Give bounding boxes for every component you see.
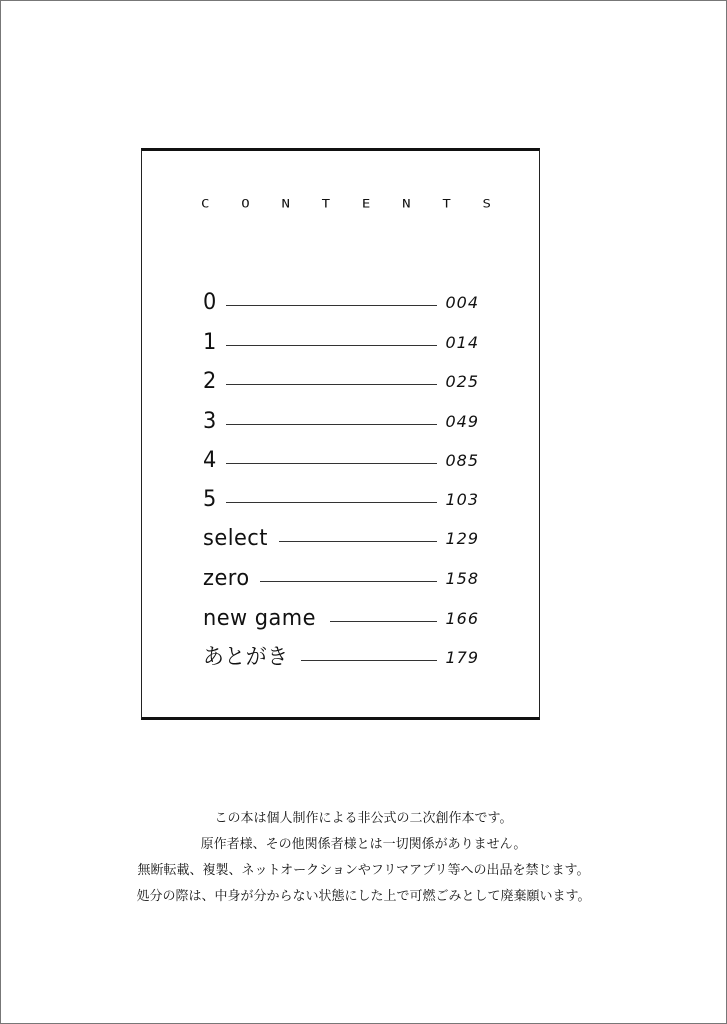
- toc-entry-chapter-3[interactable]: [203, 407, 479, 437]
- toc-entry-new-game[interactable]: [203, 604, 479, 634]
- toc-entry-page: 049: [445, 412, 479, 431]
- toc-leader-line: [226, 305, 438, 306]
- toc-entry-label: select: [203, 526, 268, 551]
- toc-entry-page: 085: [445, 451, 479, 470]
- toc-entry-page: 129: [445, 529, 479, 548]
- contents-heading-letter: N: [402, 197, 411, 211]
- toc-entry-page: 166: [445, 609, 479, 628]
- toc-leader-line: [301, 660, 437, 661]
- toc-entry-label: 4: [203, 448, 217, 473]
- toc-entry-page: 014: [445, 333, 479, 352]
- toc-entry-afterword[interactable]: [203, 643, 479, 673]
- contents-heading-letter: C: [201, 197, 210, 211]
- toc-entry-label: zero: [203, 566, 250, 591]
- toc-entry-page: 179: [445, 648, 479, 667]
- contents-heading-letter: T: [442, 197, 451, 211]
- toc-entry-chapter-4[interactable]: [203, 446, 479, 476]
- toc-entry-select[interactable]: [203, 524, 479, 554]
- contents-heading-letter: N: [281, 197, 290, 211]
- toc-entry-page: 103: [445, 490, 479, 509]
- toc-leader-line: [279, 541, 437, 542]
- contents-heading-letter: S: [482, 197, 491, 211]
- contents-heading: [201, 197, 491, 211]
- toc-leader-line: [226, 502, 438, 503]
- toc-entry-chapter-0[interactable]: [203, 288, 479, 318]
- table-of-contents: [141, 148, 540, 720]
- contents-heading-letter: E: [361, 197, 371, 211]
- toc-entry-label: 1: [203, 330, 217, 355]
- toc-leader-line: [226, 424, 438, 425]
- toc-leader-line: [226, 345, 438, 346]
- toc-entry-label: 2: [203, 369, 217, 394]
- toc-entry-page: 158: [445, 569, 479, 588]
- toc-leader-line: [226, 463, 438, 464]
- copyright-notice: [0, 806, 727, 910]
- contents-heading-letter: T: [321, 197, 331, 211]
- toc-entry-chapter-2[interactable]: [203, 367, 479, 397]
- toc-entry-label: 5: [203, 487, 217, 512]
- toc-entry-chapter-5[interactable]: [203, 485, 479, 515]
- toc-leader-line: [226, 384, 438, 385]
- toc-entry-chapter-1[interactable]: [203, 328, 479, 358]
- notice-line: この本は個人制作による非公式の二次創作本です。: [214, 811, 513, 826]
- toc-entry-page: 025: [445, 372, 479, 391]
- notice-line: 原作者様、その他関係者様とは一切関係がありません。: [200, 837, 527, 852]
- toc-entry-label: 0: [203, 290, 217, 315]
- toc-leader-line: [260, 581, 437, 582]
- notice-line: 処分の際は、中身が分からない状態にした上で可燃ごみとして廃棄願います。: [136, 889, 591, 904]
- toc-entry-zero[interactable]: [203, 564, 479, 594]
- toc-leader-line: [330, 621, 438, 622]
- contents-heading-letter: O: [241, 197, 250, 211]
- toc-entry-label: あとがき: [203, 645, 289, 670]
- toc-entry-label: new game: [203, 606, 316, 631]
- toc-entry-page: 004: [445, 293, 479, 312]
- notice-line: 無断転載、複製、ネットオークションやフリマアプリ等への出品を禁じます。: [137, 863, 590, 878]
- toc-entry-label: 3: [203, 409, 217, 434]
